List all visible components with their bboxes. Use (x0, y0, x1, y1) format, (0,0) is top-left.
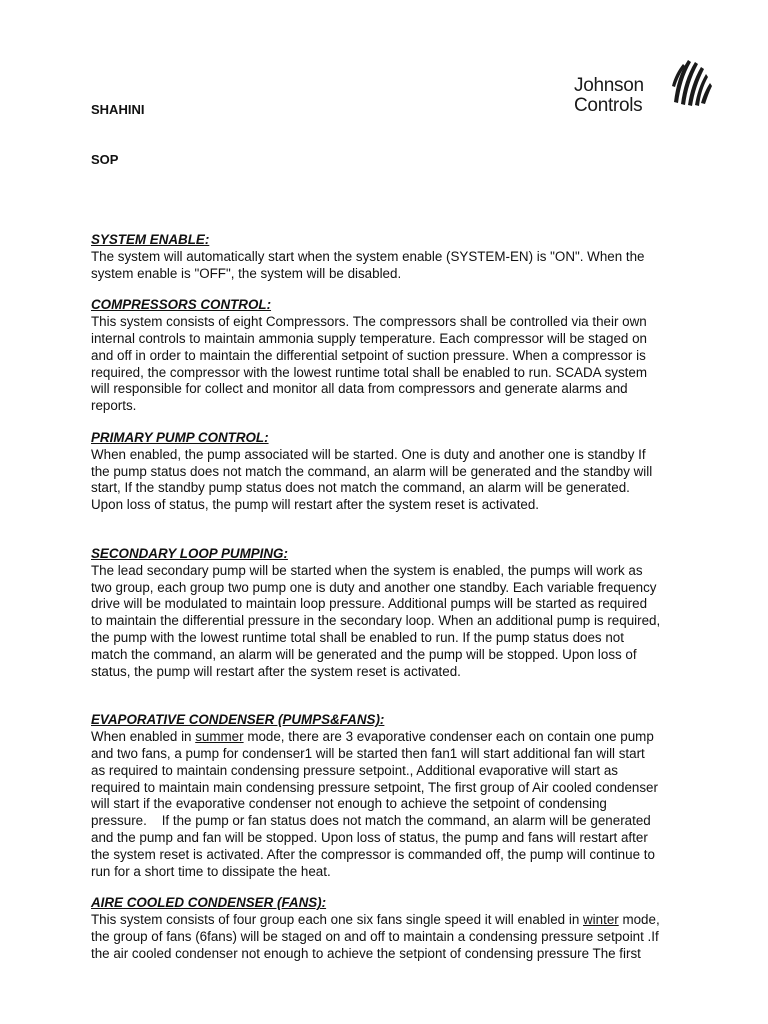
text-run: mode, there are 3 evaporative condenser each on contain one pump (243, 729, 654, 745)
body-line: will responsible for collect and monitor all data from compressors and generate alarms and (91, 381, 628, 397)
body-line: pressure. If the pump or fan status does not match the command, an alarm will be generated (91, 813, 651, 829)
body-line: The system will automatically start when the system enable (SYSTEM-EN) is "ON". When the (91, 248, 645, 264)
section-system-enable (91, 232, 681, 282)
section-heading: COMPRESSORS CONTROL: (91, 297, 272, 313)
body-line: run for a short time to dissipate the heat. (91, 863, 331, 879)
section-heading: EVAPORATIVE CONDENSER (PUMPS&FANS): (91, 712, 385, 728)
logo-line-1: Johnson (574, 75, 644, 96)
section-heading: SECONDARY LOOP PUMPING: (91, 545, 288, 561)
section-heading: PRIMARY PUMP CONTROL: (91, 429, 269, 445)
body-line: match the command, an alarm will be generated and the pump will be stopped. Upon loss of (91, 646, 637, 662)
johnson-controls-logo (574, 54, 724, 124)
body-line: This system consists of eight Compressors. The compressors shall be controlled via their own (91, 314, 647, 330)
body-line: and off in order to maintain the differential setpoint of suction pressure. When a compressor is (91, 347, 646, 363)
body-line: the group of fans (6fans) will be staged on and off to maintain a condensing pressure setpoint .If (91, 928, 659, 944)
section-primary-pump-control (91, 430, 681, 514)
document-type: SOP (91, 152, 119, 167)
body-line: the pump status does not match the command, an alarm will be generated and the standby will (91, 463, 653, 479)
body-line: The lead secondary pump will be started when the system is enabled, the pumps will work as (91, 562, 643, 578)
body-line: and the pump and fan will be stopped. Upon loss of status, the pump and fans will restart after (91, 829, 648, 845)
section-heading: SYSTEM ENABLE: (91, 232, 210, 247)
body-line: start, If the standby pump status does not match the command, an alarm will be generated. (91, 480, 630, 496)
body-line: and two fans, a pump for condenser1 will be started then fan1 will start additional fan will start (91, 745, 645, 761)
zebra-stripes-icon (670, 56, 716, 108)
body-line: the system reset is activated. After the compressor is commanded off, the pump will continue to (91, 846, 655, 862)
body-line: system enable is "OFF", the system will be disabled. (91, 265, 402, 281)
body-line: internal controls to maintain ammonia supply temperature. Each compressor will be staged on (91, 330, 647, 346)
section-evaporative-condenser (91, 712, 681, 880)
body-line: the air cooled condenser not enough to achieve the setpiont of condensing pressure The first (91, 945, 641, 961)
logo-wordmark (574, 76, 644, 116)
underlined-term: winter (583, 912, 619, 928)
body-line: Upon loss of status, the pump will restart after the system reset is activated. (91, 497, 540, 513)
section-secondary-loop-pumping (91, 546, 681, 680)
text-run: When enabled in (91, 729, 196, 745)
body-line: will start if the evaporative condenser not enough to achieve the setpoint of condensing (91, 796, 607, 812)
body-line: to maintain the differential pressure in the secondary loop. When an additional pump is required, (91, 613, 661, 629)
logo-line-2: Controls (574, 95, 643, 116)
body-line: drive will be modulated to maintain loop pressure. Additional pumps will be started as required (91, 596, 648, 612)
section-heading: AIRE COOLED CONDENSER (FANS): (91, 895, 327, 911)
body-line (91, 729, 681, 746)
body-line (91, 912, 681, 929)
body-line: as required to maintain condensing pressure setpoint., Additional evaporative will start as (91, 762, 618, 778)
body-line: When enabled, the pump associated will be started. One is duty and another one is standby If (91, 446, 646, 462)
body-line: required to maintain main condensing pressure setpoint, The first group of Air cooled condenser (91, 779, 658, 795)
underlined-term: summer (195, 729, 244, 745)
text-run: This system consists of four group each one six fans single speed it will enabled in (91, 912, 583, 928)
text-run: mode, (618, 912, 660, 928)
body-line: the pump with the lowest runtime total shall be enabled to run. If the pump status does not (91, 629, 624, 645)
document-owner: SHAHINI (91, 102, 145, 117)
body-line: reports. (91, 398, 137, 414)
section-compressors-control (91, 297, 681, 415)
section-aire-cooled-condenser (91, 895, 681, 962)
body-line: required, the compressor with the lowest runtime total shall be enabled to run. SCADA system (91, 364, 647, 380)
body-line: two group, each group two pump one is duty and another one standby. Each variable frequency (91, 579, 657, 595)
body-line: status, the pump will restart after the system reset is activated. (91, 663, 461, 679)
document-body (91, 232, 681, 962)
